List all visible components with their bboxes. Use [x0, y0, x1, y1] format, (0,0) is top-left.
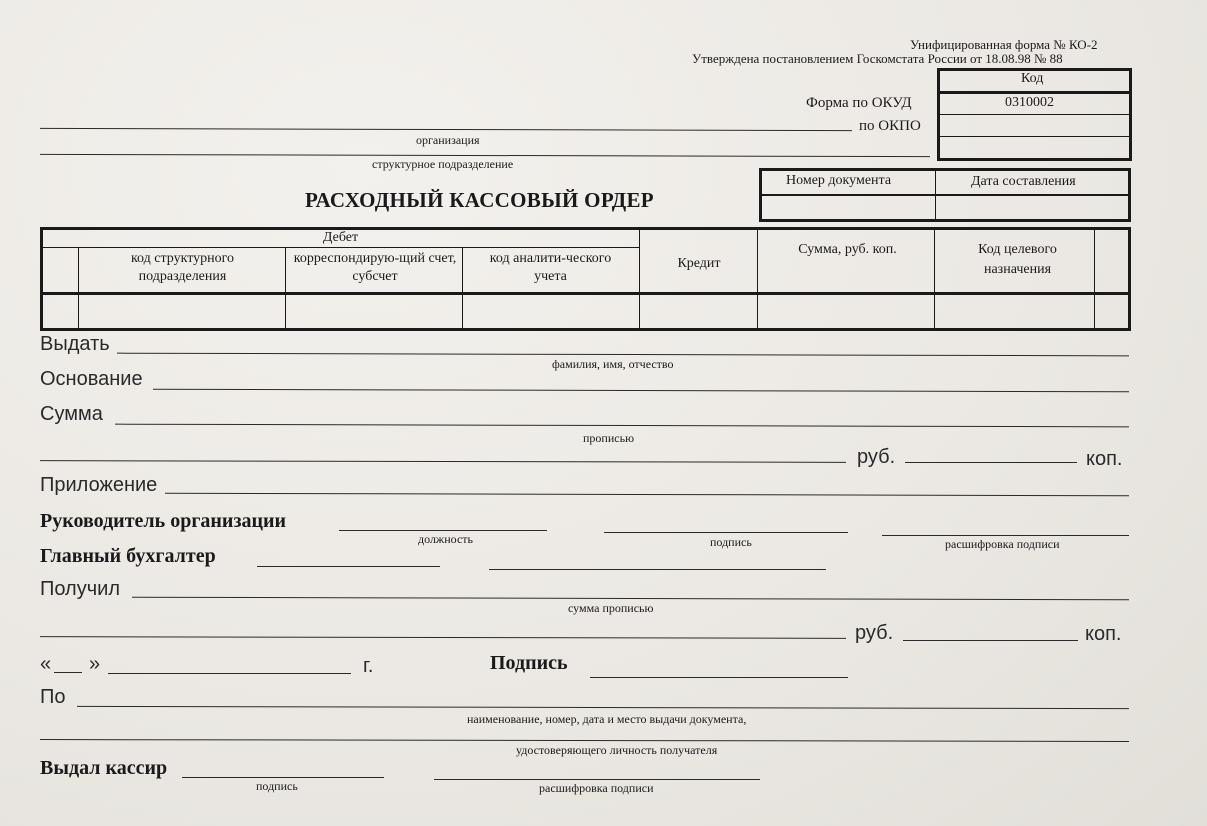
glavbuh-label: Главный бухгалтер: [40, 545, 216, 567]
unified-form-label: Унифицированная форма № КО-2: [910, 37, 1098, 52]
propisyu-caption: прописью: [583, 431, 635, 445]
po-label: По: [40, 686, 66, 708]
dolzhnost-caption: должность: [418, 532, 473, 546]
prilozhenie-line[interactable]: [165, 493, 1129, 497]
col-sum-header: Сумма, руб. коп.: [798, 242, 897, 257]
kod-header: Код: [1021, 71, 1044, 86]
rub-label: руб.: [857, 446, 896, 468]
doc-caption-1: наименование, номер, дата и место выдачи документа,: [467, 712, 747, 726]
kop-label-2: коп.: [1085, 623, 1122, 645]
glavbuh-signature-line[interactable]: [257, 566, 440, 567]
approval-label: Утверждена постановлением Госкомстата России от 18.08.98 № 88: [692, 51, 1063, 66]
col-credit-header: Кредит: [677, 256, 721, 271]
table-cell-division[interactable]: [80, 296, 283, 326]
table-cell-credit[interactable]: [641, 296, 755, 326]
organization-caption: организация: [416, 133, 480, 147]
summa-propisyu-caption: сумма прописью: [568, 601, 654, 615]
summa-label: Сумма: [40, 403, 103, 425]
recipient-signature-line[interactable]: [590, 677, 848, 678]
rukovoditel-label: Руководитель организации: [40, 510, 287, 532]
col-corr-account-header: корреспондирую-щий счет, субсчет: [293, 251, 457, 284]
glavbuh-decode-line[interactable]: [489, 569, 826, 570]
kop-amount-line[interactable]: [905, 462, 1077, 463]
okpo-label: по ОКПО: [859, 118, 921, 134]
doc-caption-2: удостоверяющего личность получателя: [516, 743, 718, 757]
osnovanie-label: Основание: [40, 368, 143, 390]
poluchil-label: Получил: [40, 578, 120, 600]
vydat-line[interactable]: [117, 353, 1129, 357]
year-suffix: г.: [363, 655, 374, 677]
quote-close: »: [89, 653, 101, 675]
vydal-kassir-label: Выдал кассир: [40, 757, 168, 779]
division-caption: структурное подразделение: [372, 157, 514, 171]
rukovoditel-position-line[interactable]: [339, 530, 547, 531]
poluchil-line[interactable]: [132, 597, 1129, 601]
kassir-rasshifrovka-caption: расшифровка подписи: [539, 781, 654, 795]
table-cell-corr[interactable]: [287, 296, 460, 326]
organization-line[interactable]: [40, 128, 852, 131]
table-cell-purpose[interactable]: [936, 296, 1092, 326]
kassir-signature-line[interactable]: [182, 777, 384, 778]
rasshifrovka-caption: расшифровка подписи: [945, 537, 1060, 551]
poluchil-line-2[interactable]: [40, 636, 846, 639]
col-division-header: код структурного подразделения: [130, 251, 235, 284]
fio-caption: фамилия, имя, отчество: [552, 357, 674, 371]
kop-amount-line-2[interactable]: [903, 640, 1078, 641]
okud-label: Форма по ОКУД: [806, 95, 912, 111]
podpis-caption: подпись: [710, 535, 752, 549]
rukovoditel-signature-line[interactable]: [604, 532, 848, 533]
table-cell-analytic[interactable]: [464, 296, 637, 326]
po-line-2[interactable]: [40, 739, 1129, 742]
osnovanie-line[interactable]: [153, 389, 1129, 393]
day-line[interactable]: [54, 672, 82, 673]
month-year-line[interactable]: [108, 673, 351, 674]
col-analytic-header: код аналити-ческого учета: [489, 251, 612, 284]
summa-line[interactable]: [115, 424, 1129, 428]
po-line[interactable]: [77, 706, 1129, 709]
table-cell-sum[interactable]: [759, 296, 932, 326]
quote-open: «: [40, 653, 52, 675]
prilozhenie-label: Приложение: [40, 474, 158, 496]
rukovoditel-decode-line[interactable]: [882, 535, 1129, 536]
doc-date-label: Дата составления: [971, 174, 1076, 189]
vydat-label: Выдать: [40, 333, 110, 355]
kassir-decode-line[interactable]: [434, 779, 760, 780]
col-purpose-header: Код целевого назначения: [978, 242, 1057, 277]
debit-header: Дебет: [322, 230, 359, 245]
doc-number-value[interactable]: [765, 198, 931, 218]
kassir-podpis-caption: подпись: [256, 779, 298, 793]
okud-value[interactable]: 0310002: [1005, 95, 1054, 110]
page-title: РАСХОДНЫЙ КАССОВЫЙ ОРДЕР: [305, 188, 654, 212]
summa-line-2[interactable]: [40, 460, 846, 463]
rub-label-2: руб.: [855, 622, 894, 644]
table-cell-blank[interactable]: [44, 296, 76, 326]
kop-label: коп.: [1086, 448, 1123, 470]
doc-date-value[interactable]: [940, 198, 1126, 218]
podpis-bold-label: Подпись: [490, 652, 568, 674]
doc-number-label: Номер документа: [786, 173, 892, 188]
